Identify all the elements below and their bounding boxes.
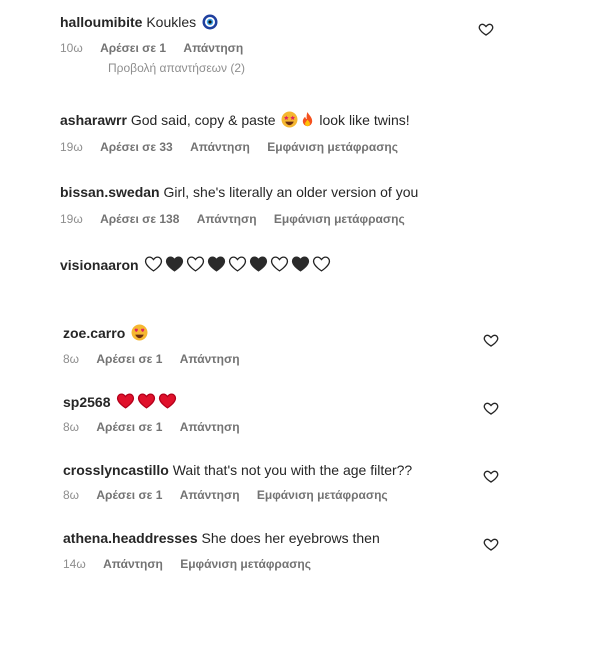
comment-time: 14ω bbox=[63, 557, 86, 571]
comment-text: God said, copy & paste bbox=[130, 112, 276, 128]
white-heart-emoji-icon bbox=[270, 255, 289, 273]
heart-outline-icon[interactable] bbox=[483, 536, 499, 552]
comment-time: 19ω bbox=[60, 140, 83, 154]
red-heart-emoji-icon bbox=[116, 392, 135, 410]
comment-time: 8ω bbox=[63, 352, 80, 366]
comment-username[interactable]: visionaaron bbox=[60, 257, 139, 273]
comment-time: 19ω bbox=[60, 212, 83, 226]
comment-likes[interactable]: Αρέσει σε 1 bbox=[96, 352, 163, 366]
comment-username[interactable]: bissan.swedan bbox=[60, 184, 160, 200]
see-translation-button[interactable]: Εμφάνιση μετάφρασης bbox=[256, 488, 388, 502]
black-heart-emoji-icon bbox=[291, 255, 310, 273]
see-translation-button[interactable]: Εμφάνιση μετάφρασης bbox=[273, 212, 405, 226]
comment-username[interactable]: crosslyncastillo bbox=[63, 462, 169, 478]
reply-button[interactable]: Απάντηση bbox=[103, 557, 163, 571]
reply-button[interactable]: Απάντηση bbox=[179, 420, 240, 434]
view-replies-link[interactable]: Προβολή απαντήσεων (2) bbox=[108, 61, 246, 75]
comment-likes[interactable]: Αρέσει σε 1 bbox=[96, 420, 163, 434]
comment-username[interactable]: athena.headdresses bbox=[63, 530, 198, 546]
black-heart-emoji-icon bbox=[165, 255, 184, 273]
comment-text: Wait that's not you with the age filter?? bbox=[172, 462, 413, 478]
star-struck-emoji-icon bbox=[281, 111, 298, 128]
red-hearts-emoji-row bbox=[114, 392, 177, 414]
black-heart-emoji-icon bbox=[207, 255, 226, 273]
fire-emoji-icon bbox=[300, 111, 315, 128]
red-heart-emoji-icon bbox=[158, 392, 177, 410]
comment-likes[interactable]: Αρέσει σε 1 bbox=[100, 41, 167, 55]
comment-text: Girl, she's literally an older version of you bbox=[163, 184, 419, 200]
comment-likes[interactable]: Αρέσει σε 138 bbox=[100, 212, 180, 226]
heart-eyes-emoji-icon bbox=[131, 324, 148, 341]
heart-outline-icon[interactable] bbox=[483, 468, 499, 484]
hearts-emoji-row bbox=[142, 255, 331, 277]
evil-eye-emoji-icon bbox=[202, 14, 218, 30]
comment-likes[interactable]: Αρέσει σε 33 bbox=[100, 140, 173, 154]
heart-outline-icon[interactable] bbox=[483, 400, 499, 416]
reply-button[interactable]: Απάντηση bbox=[183, 41, 244, 55]
comment-username[interactable]: halloumibite bbox=[60, 14, 143, 30]
white-heart-emoji-icon bbox=[312, 255, 331, 273]
white-heart-emoji-icon bbox=[186, 255, 205, 273]
comment-likes[interactable]: Αρέσει σε 1 bbox=[96, 488, 163, 502]
comment-text: She does her eyebrows then bbox=[201, 530, 380, 546]
reply-button[interactable]: Απάντηση bbox=[190, 140, 250, 154]
red-heart-emoji-icon bbox=[137, 392, 156, 410]
heart-outline-icon[interactable] bbox=[483, 332, 499, 348]
comment-time: 8ω bbox=[63, 488, 80, 502]
comment-username[interactable]: asharawrr bbox=[60, 112, 127, 128]
white-heart-emoji-icon bbox=[228, 255, 247, 273]
see-translation-button[interactable]: Εμφάνιση μετάφρασης bbox=[180, 557, 311, 571]
white-heart-emoji-icon bbox=[144, 255, 163, 273]
comment-username[interactable]: sp2568 bbox=[63, 394, 111, 410]
comment-text-continued: look like twins! bbox=[319, 112, 410, 128]
reply-button[interactable]: Απάντηση bbox=[196, 212, 257, 226]
reply-button[interactable]: Απάντηση bbox=[179, 488, 240, 502]
reply-button[interactable]: Απάντηση bbox=[179, 352, 240, 366]
comment-time: 10ω bbox=[60, 41, 83, 55]
black-heart-emoji-icon bbox=[249, 255, 268, 273]
see-translation-button[interactable]: Εμφάνιση μετάφρασης bbox=[267, 140, 399, 154]
comment-username[interactable]: zoe.carro bbox=[63, 325, 126, 341]
comment-time: 8ω bbox=[63, 420, 80, 434]
heart-outline-icon[interactable] bbox=[478, 21, 494, 37]
comment-text: Koukles bbox=[146, 14, 197, 30]
